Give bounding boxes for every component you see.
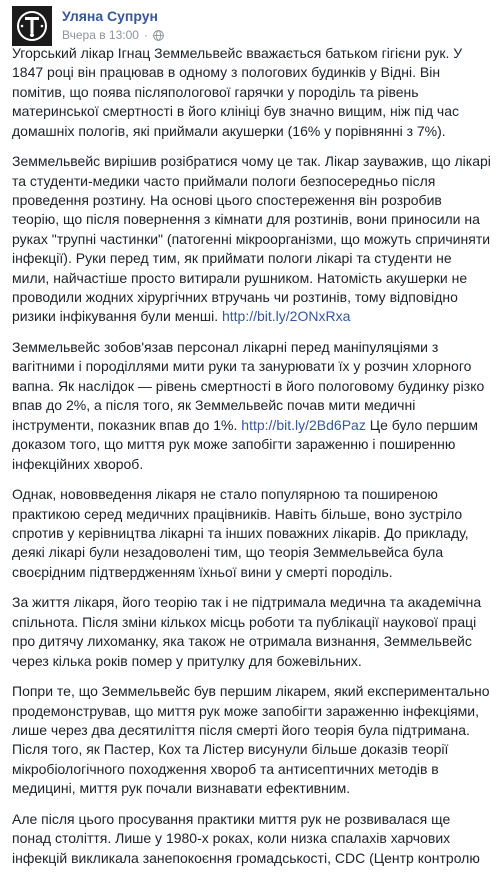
post-header <box>12 6 489 46</box>
post-paragraph <box>12 152 492 327</box>
post-paragraph <box>12 44 492 141</box>
post-paragraph <box>12 338 492 474</box>
paragraph-text: Це було першим доказом того, що миття рук може запобігти зараженню і поширенню інфекційних хвороб. <box>12 416 478 472</box>
post-meta <box>62 28 164 42</box>
separator-dot: · <box>143 28 148 42</box>
source-link[interactable]: http://bit.ly/2Bd6Paz <box>241 416 366 433</box>
post-paragraph <box>12 810 492 868</box>
post-paragraph <box>12 593 492 671</box>
globe-icon[interactable] <box>153 30 164 41</box>
source-link[interactable]: http://bit.ly/2ONxRxa <box>221 308 351 325</box>
paragraph-text: Попри те, що Земмельвейс був першим лікарем, який експериментально продемонстрував, що миття рук може запобігти зараженню інфекціями, лише через два десятиліття після смерті його теорія була підтримана. Після того, як Пастер, Кох та Лістер висунули більше доказів теорії мікробіологічного походження хвороб та антисептичних методів в медицині, миття рук почали визнавати ефективним. <box>12 683 490 797</box>
author-name[interactable]: Уляна Супрун <box>62 8 158 24</box>
post-body <box>12 44 492 879</box>
post-paragraph <box>12 485 492 582</box>
paragraph-text: Земмельвейс вирішив розібратися чому це так. Лікар зауважив, що лікарі та студенти-медики часто приймали пологи безпосередньо після проведення розтину. На основі цього спостереження він розробив теорію, що після повернення з кімнати для розтинів, вони приносили на руках "трупні частинки" (патогенні мікроорганізми, що можуть спричиняти інфекції). Руки перед тим, як приймати пологи лікарі та студенти не мили, найчастіше просто витирали рушником. Натомість акушерки не проводили жодних хірургічних втручань чи розтинів, тому відповідно ризики інфікування були менші. <box>12 153 491 325</box>
paragraph-text: Однак, нововведення лікаря не стало популярною та поширеною практикою серед медичних працівників. Навіть більше, воно зустріло спротив у керівництва лікарні та інших поважних лікарів. До прикладу, деякі лікарі були незадоволені тим, що теорія Земмельвейса була своєрідним підтвердженням їхньої вини у смерті породіль. <box>12 486 469 580</box>
paragraph-text: Земмельвейс зобов'язав персонал лікарні перед маніпуляціями з вагітними і породіллями мити руки та занурювати їх у розчин хлорного вапна. Як наслідок — рівень смертності в його пологовому будинку різко впав до 2%, а після того, як Земмельвейс почав мити медичні інструменти, показник впав до 1%. <box>12 339 485 433</box>
paragraph-text: За життя лікаря, його теорію так і не підтримала медична та академічна спільнота. Після зміни кількох місць роботи та публікації наукової праці про дитячу лихоманку, яка також не отримала визнання, Земмельвейс через кілька років помер у притулку для божевільних. <box>12 594 482 669</box>
paragraph-text: Угорський лікар Ігнац Земмельвейс вважається батьком гігієни рук. У 1847 році він працював в одному з пологових будинків у Відні. Він помітив, що поява післяпологової гарячки у породіль та рівень материнської смертності в його клініці був значно вищим, ніж під час домашніх пологів, які приймали акушерки (16% у порівнянні з 7%). <box>12 45 463 139</box>
post-paragraph <box>12 682 492 798</box>
author-avatar[interactable] <box>12 6 52 46</box>
paragraph-text: Але після цього просування практики миття рук не розвивалася ще понад століття. Лише у 1980-х роках, коли низка спалахів харчових інфекцій викликала занепокоєння громадськості, CDC (Центр контролю <box>12 810 480 866</box>
post-timestamp[interactable]: Вчера в 13:00 <box>62 28 139 42</box>
